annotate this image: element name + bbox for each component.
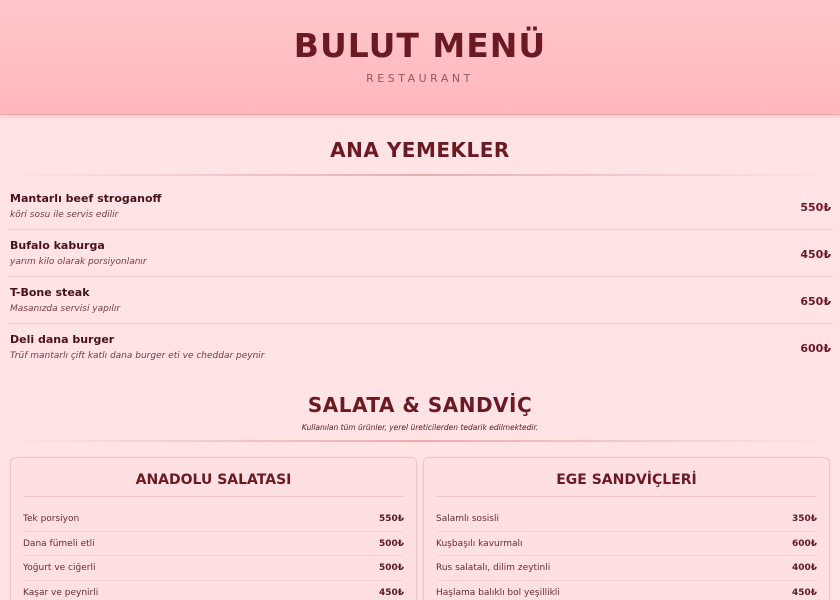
list-item[interactable] [436,532,817,557]
menu-item[interactable] [8,324,833,371]
list-item[interactable] [436,581,817,600]
menu-item-price: 600₺ [800,342,831,355]
menu-item-price: 450₺ [800,248,831,261]
card-title: ANADOLU SALATASI [135,472,292,488]
menu-item-name: Bufalo kaburga [10,239,105,252]
list-item[interactable] [23,556,404,581]
salad-sandwich-divider [10,440,830,442]
main-courses-list [8,183,833,371]
anadolu-salad-card [10,457,417,600]
menu-item-price: 550₺ [800,201,831,214]
item-name: Yoğurt ve ciğerli [23,563,96,573]
item-name: Rus salatalı, dilim zeytinli [436,563,551,573]
menu-item-description: yarım kilo olarak porsiyonlanır [10,257,147,267]
item-price: 400₺ [791,563,817,573]
menu-item-price: 650₺ [800,295,831,308]
sourcing-note: Kullanılan tüm ürünler, yerel üreticilerden tedarik edilmektedir. [301,423,539,432]
item-price: 550₺ [378,514,404,524]
list-item[interactable] [436,507,817,532]
menu-item-name: T-Bone steak [10,286,90,299]
item-price: 450₺ [378,587,404,598]
main-courses-title: ANA YEMEKLER [330,138,510,162]
list-item[interactable] [23,507,404,532]
menu-item[interactable] [8,183,833,230]
item-price: 450₺ [791,587,817,598]
list-item[interactable] [23,532,404,557]
list-item[interactable] [23,581,404,600]
item-price: 500₺ [378,538,404,549]
menu-item-name: Deli dana burger [10,333,115,346]
item-price: 500₺ [378,563,404,573]
salad-sandwich-title: SALATA & SANDVİÇ [307,393,533,417]
item-price: 600₺ [791,538,817,549]
menu-item-description: Masanızda servisi yapılır [10,304,121,314]
menu-item[interactable] [8,230,833,277]
item-price: 350₺ [791,514,817,524]
menu-item-name: Mantarlı beef stroganoff [10,192,162,205]
list-item[interactable] [436,556,817,581]
item-name: Haşlama balıklı bol yeşillikli [436,587,560,598]
menu-header [0,0,840,115]
item-name: Dana fümeli etli [23,538,95,549]
item-name: Kaşar ve peynirli [23,587,99,598]
card-title: EGE SANDVİÇLERİ [556,472,697,488]
item-name: Kuşbaşılı kavurmalı [436,538,523,549]
main-courses-divider [10,174,830,176]
menu-item-description: Trüf mantarlı çift katlı dana burger eti ve cheddar peynir [10,351,265,361]
item-name: Tek porsiyon [23,514,80,524]
menu-item[interactable] [8,277,833,324]
restaurant-subtitle: RESTAURANT [366,72,474,85]
restaurant-name: BULUT MENÜ [293,26,547,65]
ege-sandwich-card [423,457,830,600]
item-name: Salamlı sosisli [436,514,499,524]
menu-item-description: köri sosu ile servis edilir [10,210,119,220]
